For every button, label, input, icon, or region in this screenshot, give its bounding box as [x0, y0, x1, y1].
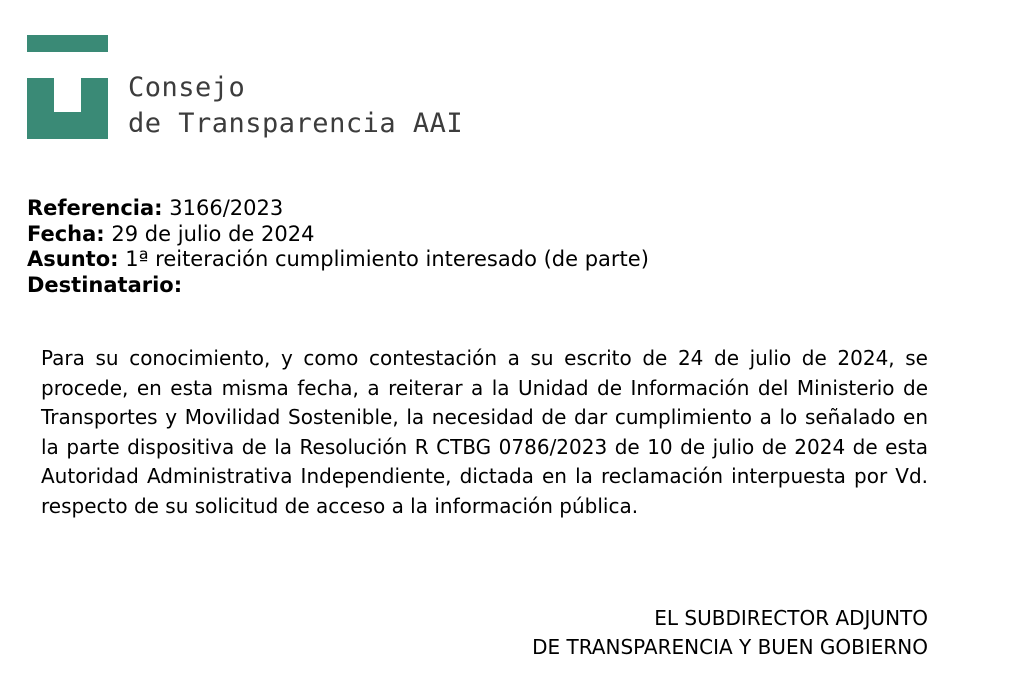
referencia-row	[27, 196, 649, 222]
signature-block	[532, 604, 928, 662]
fecha-label: Fecha:	[27, 221, 105, 246]
body-paragraph: Para su conocimiento, y como contestación a su escrito de 24 de julio de 2024, se procede, en esta misma fecha, a reiterar a la Unidad de Información del Ministerio de Transportes y Movilidad Sostenible, la necesidad de dar cumplimiento a lo señalado en la parte dispositiva de la Resolución R CTBG 0786/2023 de 10 de julio de 2024 de esta Autoridad Administrativa Independiente, dictada en la reclamación interpuesta por Vd. respecto de su solicitud de acceso a la información pública.	[41, 346, 928, 518]
org-name-line-1: Consejo	[128, 72, 246, 103]
fecha-row	[27, 222, 649, 248]
fecha-value: 29 de julio de 2024	[111, 221, 315, 246]
signature-line-2: DE TRANSPARENCIA Y BUEN GOBIERNO	[532, 635, 928, 659]
asunto-row	[27, 247, 649, 273]
ctbg-logo-icon	[27, 35, 108, 139]
referencia-value: 3166/2023	[169, 196, 284, 220]
destinatario-row	[27, 273, 649, 299]
asunto-label: Asunto:	[27, 247, 119, 271]
organization-name	[128, 70, 463, 142]
destinatario-label: Destinatario:	[27, 272, 183, 297]
referencia-label: Referencia:	[27, 196, 163, 220]
document-metadata	[27, 196, 649, 298]
signature-line-1: EL SUBDIRECTOR ADJUNTO	[654, 606, 928, 630]
org-name-line-2: de Transparencia AAI	[128, 108, 464, 139]
asunto-value: 1ª reiteración cumplimiento interesado (de parte)	[125, 247, 649, 271]
